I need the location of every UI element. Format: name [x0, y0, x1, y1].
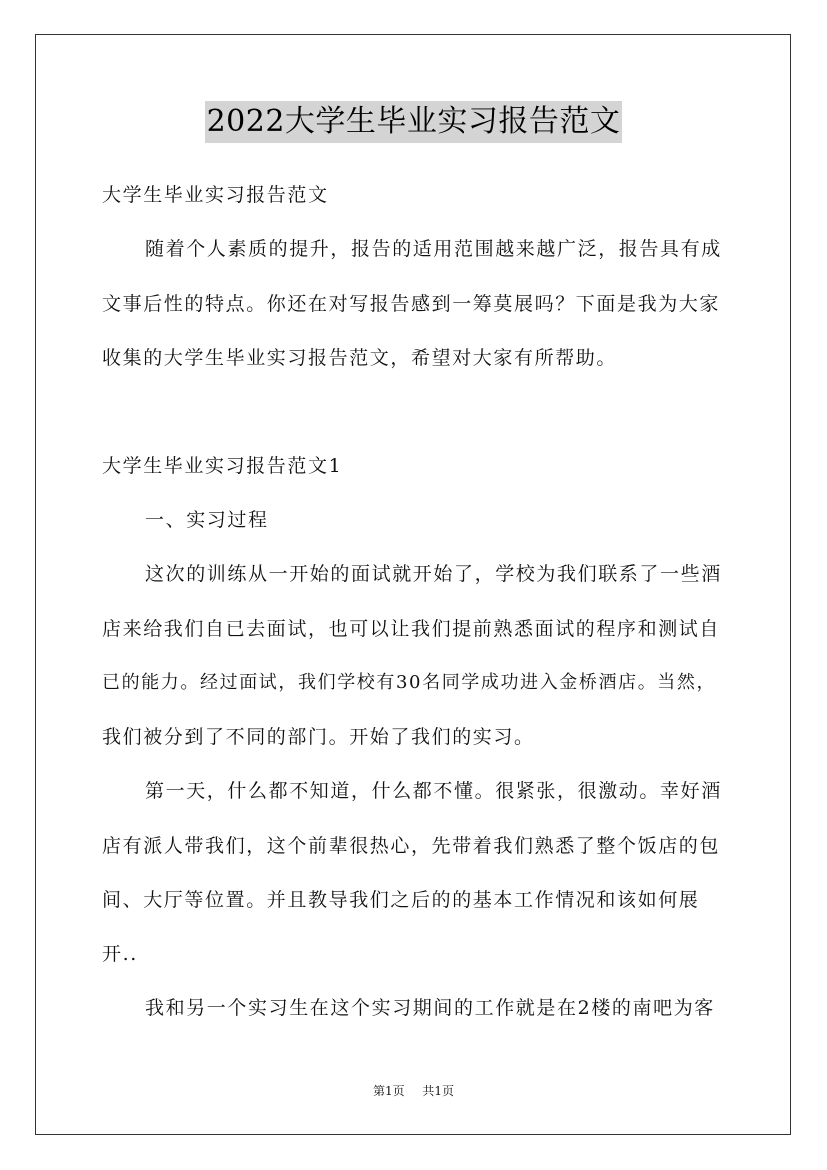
body-paragraph-2-line-2: 店有派人带我们，这个前辈很热心，先带着我们熟悉了整个饭店的包 [102, 835, 721, 857]
page-number-current: 第1页 [372, 1084, 405, 1098]
body-paragraph-2-line-1: 第一天，什么都不知道，什么都不懂。很紧张，很激动。幸好酒 [145, 780, 722, 802]
intro-line-1: 随着个人素质的提升，报告的适用范围越来越广泛，报告具有成 [145, 238, 722, 260]
intro-line-3: 收集的大学生毕业实习报告范文，希望对大家有所帮助。 [102, 347, 618, 369]
body-paragraph-2-line-4: 开.. [102, 943, 138, 965]
body-paragraph-1-line-3: 已的能力。经过面试，我们学校有30名同学成功进入金桥酒店。当然， [102, 672, 717, 693]
subtitle-line: 大学生毕业实习报告范文 [102, 184, 329, 206]
subsection-heading: 一、实习过程 [145, 509, 269, 531]
body-paragraph-1-line-2: 店来给我们自已去面试，也可以让我们提前熟悉面试的程序和测试自 [102, 618, 721, 640]
intro-line-2: 文事后性的特点。你还在对写报告感到一筹莫展吗？下面是我为大家 [102, 293, 721, 315]
page-footer [0, 1083, 827, 1099]
body-paragraph-2-line-3: 间、大厅等位置。并且教导我们之后的的基本工作情况和该如何展 [102, 889, 700, 911]
document-title: 2022大学生毕业实习报告范文 [205, 101, 623, 143]
body-paragraph-3-line-1: 我和另一个实习生在这个实习期间的工作就是在2楼的南吧为客 [145, 997, 715, 1019]
section-heading: 大学生毕业实习报告范文1 [102, 455, 343, 477]
title-container [0, 101, 827, 143]
body-paragraph-1-line-4: 我们被分到了不同的部门。开始了我们的实习。 [102, 726, 535, 748]
page-number-total: 共1页 [422, 1084, 455, 1098]
body-paragraph-1-line-1: 这次的训练从一开始的面试就开始了，学校为我们联系了一些酒 [145, 563, 722, 585]
